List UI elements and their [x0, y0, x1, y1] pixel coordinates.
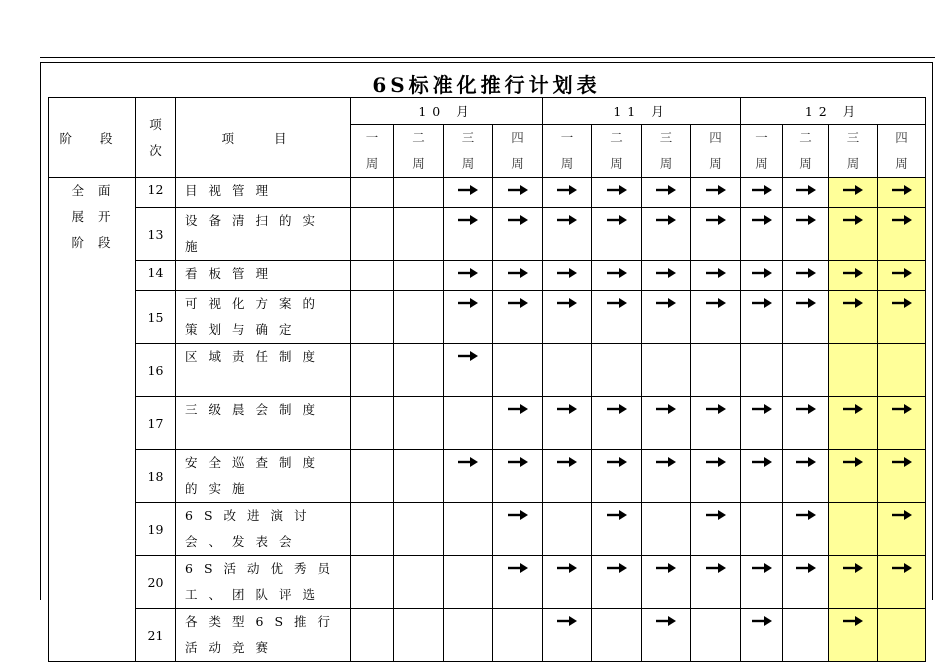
right-arrow-icon: [795, 509, 817, 521]
row-item: 看板管理: [176, 261, 351, 291]
week-cell: [444, 503, 493, 556]
week-cell: [493, 208, 543, 261]
right-arrow-icon: [705, 184, 727, 196]
week-cell: [642, 291, 691, 344]
right-arrow-icon: [507, 297, 529, 309]
month-header: 10 月: [351, 98, 543, 125]
right-arrow-icon: [655, 297, 677, 309]
week-cell: [543, 178, 592, 208]
right-arrow-icon: [556, 456, 578, 468]
right-arrow-icon: [457, 350, 479, 362]
right-arrow-icon: [842, 214, 864, 226]
week-cell: [493, 261, 543, 291]
right-arrow-icon: [705, 456, 727, 468]
page-title: 6S标准化推行计划表: [372, 73, 601, 97]
right-arrow-icon: [556, 403, 578, 415]
week-cell: [829, 503, 878, 556]
week-header: 三 周: [444, 125, 493, 178]
week-cell: [592, 556, 642, 609]
week-cell: [444, 178, 493, 208]
row-number: 19: [136, 503, 176, 556]
right-arrow-icon: [606, 214, 628, 226]
right-arrow-icon: [705, 214, 727, 226]
week-cell: [592, 397, 642, 450]
week-cell: [783, 261, 829, 291]
week-header: 二 周: [783, 125, 829, 178]
right-arrow-icon: [705, 403, 727, 415]
week-cell: [878, 450, 926, 503]
right-arrow-icon: [507, 184, 529, 196]
row-number: 18: [136, 450, 176, 503]
right-arrow-icon: [655, 214, 677, 226]
row-number: 21: [136, 609, 176, 662]
week-cell: [691, 261, 741, 291]
week-cell: [691, 450, 741, 503]
plan-table: [48, 97, 926, 662]
month-header: 12 月: [741, 98, 926, 125]
plan-row: [49, 344, 926, 397]
week-cell: [351, 344, 394, 397]
right-arrow-icon: [606, 297, 628, 309]
week-cell: [543, 208, 592, 261]
week-cell: [444, 208, 493, 261]
week-cell: [691, 178, 741, 208]
right-arrow-icon: [556, 267, 578, 279]
week-cell: [642, 344, 691, 397]
week-cell: [351, 291, 394, 344]
week-cell: [592, 261, 642, 291]
week-cell: [394, 556, 444, 609]
right-arrow-icon: [842, 615, 864, 627]
plan-row: [49, 609, 926, 662]
plan-row: [49, 397, 926, 450]
right-arrow-icon: [795, 456, 817, 468]
week-cell: [642, 503, 691, 556]
row-item: 6S活动优秀员工、团队评选: [176, 556, 351, 609]
week-cell: [493, 450, 543, 503]
right-arrow-icon: [606, 456, 628, 468]
week-cell: [351, 503, 394, 556]
week-cell: [829, 208, 878, 261]
right-arrow-icon: [655, 184, 677, 196]
week-cell: [351, 261, 394, 291]
week-cell: [444, 261, 493, 291]
row-number: 14: [136, 261, 176, 291]
right-arrow-icon: [751, 297, 773, 309]
row-item: 6S改进演讨会、发表会: [176, 503, 351, 556]
week-cell: [783, 397, 829, 450]
row-number: 12: [136, 178, 176, 208]
week-cell: [394, 609, 444, 662]
week-cell: [691, 556, 741, 609]
week-cell: [351, 208, 394, 261]
week-cell: [543, 450, 592, 503]
right-arrow-icon: [751, 214, 773, 226]
week-cell: [691, 397, 741, 450]
week-cell: [493, 344, 543, 397]
right-arrow-icon: [556, 214, 578, 226]
row-item: 三级晨会制度: [176, 397, 351, 450]
week-cell: [783, 208, 829, 261]
week-cell: [543, 344, 592, 397]
row-number: 17: [136, 397, 176, 450]
week-cell: [878, 609, 926, 662]
right-arrow-icon: [891, 509, 913, 521]
plan-row: [49, 178, 926, 208]
week-cell: [543, 556, 592, 609]
week-cell: [878, 344, 926, 397]
week-cell: [444, 397, 493, 450]
week-cell: [351, 450, 394, 503]
week-cell: [691, 208, 741, 261]
week-cell: [691, 609, 741, 662]
week-cell: [691, 344, 741, 397]
week-cell: [543, 609, 592, 662]
right-arrow-icon: [606, 403, 628, 415]
right-arrow-icon: [606, 509, 628, 521]
week-cell: [592, 291, 642, 344]
week-cell: [351, 397, 394, 450]
right-arrow-icon: [457, 297, 479, 309]
right-arrow-icon: [751, 456, 773, 468]
right-arrow-icon: [655, 267, 677, 279]
right-arrow-icon: [751, 562, 773, 574]
right-arrow-icon: [457, 214, 479, 226]
right-arrow-icon: [795, 562, 817, 574]
week-cell: [642, 397, 691, 450]
week-cell: [642, 261, 691, 291]
right-arrow-icon: [891, 184, 913, 196]
right-arrow-icon: [457, 267, 479, 279]
right-arrow-icon: [795, 297, 817, 309]
right-arrow-icon: [457, 456, 479, 468]
header-stage: 阶 段: [49, 98, 136, 178]
row-number: 16: [136, 344, 176, 397]
week-header: 四 周: [878, 125, 926, 178]
month-header: 11 月: [543, 98, 741, 125]
right-arrow-icon: [795, 267, 817, 279]
right-arrow-icon: [795, 214, 817, 226]
week-cell: [741, 208, 783, 261]
row-number: 20: [136, 556, 176, 609]
week-cell: [878, 208, 926, 261]
right-arrow-icon: [507, 509, 529, 521]
right-arrow-icon: [507, 562, 529, 574]
week-cell: [829, 556, 878, 609]
right-arrow-icon: [891, 214, 913, 226]
stage-cell: 全面展开阶段: [49, 178, 136, 662]
row-number: 15: [136, 291, 176, 344]
week-cell: [592, 208, 642, 261]
right-arrow-icon: [655, 615, 677, 627]
right-arrow-icon: [891, 562, 913, 574]
week-cell: [783, 503, 829, 556]
week-cell: [493, 609, 543, 662]
week-cell: [592, 609, 642, 662]
right-arrow-icon: [891, 267, 913, 279]
week-cell: [878, 291, 926, 344]
week-cell: [783, 291, 829, 344]
week-header: 一 周: [351, 125, 394, 178]
week-cell: [592, 178, 642, 208]
row-number: 13: [136, 208, 176, 261]
right-arrow-icon: [751, 403, 773, 415]
week-cell: [829, 609, 878, 662]
right-arrow-icon: [842, 297, 864, 309]
week-header: 四 周: [493, 125, 543, 178]
week-cell: [741, 609, 783, 662]
week-cell: [741, 397, 783, 450]
right-arrow-icon: [457, 184, 479, 196]
week-header: 三 周: [642, 125, 691, 178]
header-item: 项 目: [176, 98, 351, 178]
right-arrow-icon: [795, 184, 817, 196]
week-cell: [592, 503, 642, 556]
row-item: 区域责任制度: [176, 344, 351, 397]
week-cell: [642, 178, 691, 208]
week-cell: [394, 503, 444, 556]
week-cell: [783, 178, 829, 208]
plan-frame: [40, 62, 933, 655]
right-arrow-icon: [842, 267, 864, 279]
plan-row: [49, 556, 926, 609]
week-cell: [543, 503, 592, 556]
week-cell: [829, 450, 878, 503]
week-cell: [642, 450, 691, 503]
week-cell: [394, 178, 444, 208]
right-arrow-icon: [891, 403, 913, 415]
week-header: 二 周: [592, 125, 642, 178]
plan-row: [49, 450, 926, 503]
week-cell: [543, 291, 592, 344]
row-item: 可视化方案的策划与确定: [176, 291, 351, 344]
right-arrow-icon: [556, 184, 578, 196]
week-cell: [351, 178, 394, 208]
week-cell: [878, 556, 926, 609]
week-cell: [642, 556, 691, 609]
week-cell: [592, 450, 642, 503]
week-cell: [493, 556, 543, 609]
week-cell: [444, 344, 493, 397]
week-cell: [829, 291, 878, 344]
right-arrow-icon: [891, 297, 913, 309]
right-arrow-icon: [705, 267, 727, 279]
week-cell: [878, 261, 926, 291]
week-cell: [783, 609, 829, 662]
right-arrow-icon: [606, 267, 628, 279]
row-item: 设备清扫的实施: [176, 208, 351, 261]
week-cell: [642, 208, 691, 261]
right-arrow-icon: [507, 456, 529, 468]
right-arrow-icon: [655, 403, 677, 415]
plan-row: [49, 261, 926, 291]
right-arrow-icon: [606, 184, 628, 196]
week-header: 一 周: [741, 125, 783, 178]
right-arrow-icon: [507, 214, 529, 226]
header-number: 项 次: [136, 98, 176, 178]
week-cell: [351, 556, 394, 609]
row-item: 各类型6S推行活动竞赛: [176, 609, 351, 662]
week-cell: [829, 178, 878, 208]
week-cell: [394, 291, 444, 344]
top-rule: [40, 57, 935, 58]
right-arrow-icon: [556, 562, 578, 574]
plan-row: [49, 503, 926, 556]
week-cell: [741, 178, 783, 208]
row-item: 目视管理: [176, 178, 351, 208]
week-cell: [444, 556, 493, 609]
right-arrow-icon: [655, 456, 677, 468]
right-arrow-icon: [606, 562, 628, 574]
right-arrow-icon: [751, 267, 773, 279]
week-cell: [394, 344, 444, 397]
week-cell: [642, 609, 691, 662]
right-arrow-icon: [556, 297, 578, 309]
right-arrow-icon: [507, 267, 529, 279]
right-arrow-icon: [842, 456, 864, 468]
week-cell: [783, 556, 829, 609]
week-cell: [878, 178, 926, 208]
week-cell: [493, 291, 543, 344]
week-cell: [394, 208, 444, 261]
right-arrow-icon: [751, 615, 773, 627]
week-cell: [741, 450, 783, 503]
right-arrow-icon: [795, 403, 817, 415]
week-header: 四 周: [691, 125, 741, 178]
plan-row: [49, 208, 926, 261]
right-arrow-icon: [556, 615, 578, 627]
week-cell: [691, 503, 741, 556]
right-arrow-icon: [705, 562, 727, 574]
plan-row: [49, 291, 926, 344]
week-cell: [829, 261, 878, 291]
week-cell: [444, 450, 493, 503]
week-header: 三 周: [829, 125, 878, 178]
right-arrow-icon: [751, 184, 773, 196]
week-cell: [351, 609, 394, 662]
right-arrow-icon: [705, 509, 727, 521]
week-cell: [493, 178, 543, 208]
week-cell: [543, 261, 592, 291]
right-arrow-icon: [891, 456, 913, 468]
week-cell: [829, 344, 878, 397]
week-header: 二 周: [394, 125, 444, 178]
week-cell: [691, 291, 741, 344]
week-cell: [543, 397, 592, 450]
week-cell: [741, 261, 783, 291]
week-header: 一 周: [543, 125, 592, 178]
week-cell: [493, 503, 543, 556]
row-item: 安全巡查制度的实施: [176, 450, 351, 503]
week-cell: [783, 450, 829, 503]
week-cell: [444, 609, 493, 662]
week-cell: [592, 344, 642, 397]
week-cell: [741, 503, 783, 556]
week-cell: [741, 556, 783, 609]
week-cell: [394, 397, 444, 450]
week-cell: [394, 261, 444, 291]
right-arrow-icon: [842, 562, 864, 574]
right-arrow-icon: [842, 184, 864, 196]
week-cell: [741, 291, 783, 344]
week-cell: [783, 344, 829, 397]
week-cell: [394, 450, 444, 503]
right-arrow-icon: [705, 297, 727, 309]
week-cell: [444, 291, 493, 344]
right-arrow-icon: [507, 403, 529, 415]
week-cell: [878, 397, 926, 450]
week-cell: [878, 503, 926, 556]
right-arrow-icon: [842, 403, 864, 415]
week-cell: [741, 344, 783, 397]
week-cell: [493, 397, 543, 450]
week-cell: [829, 397, 878, 450]
right-arrow-icon: [655, 562, 677, 574]
